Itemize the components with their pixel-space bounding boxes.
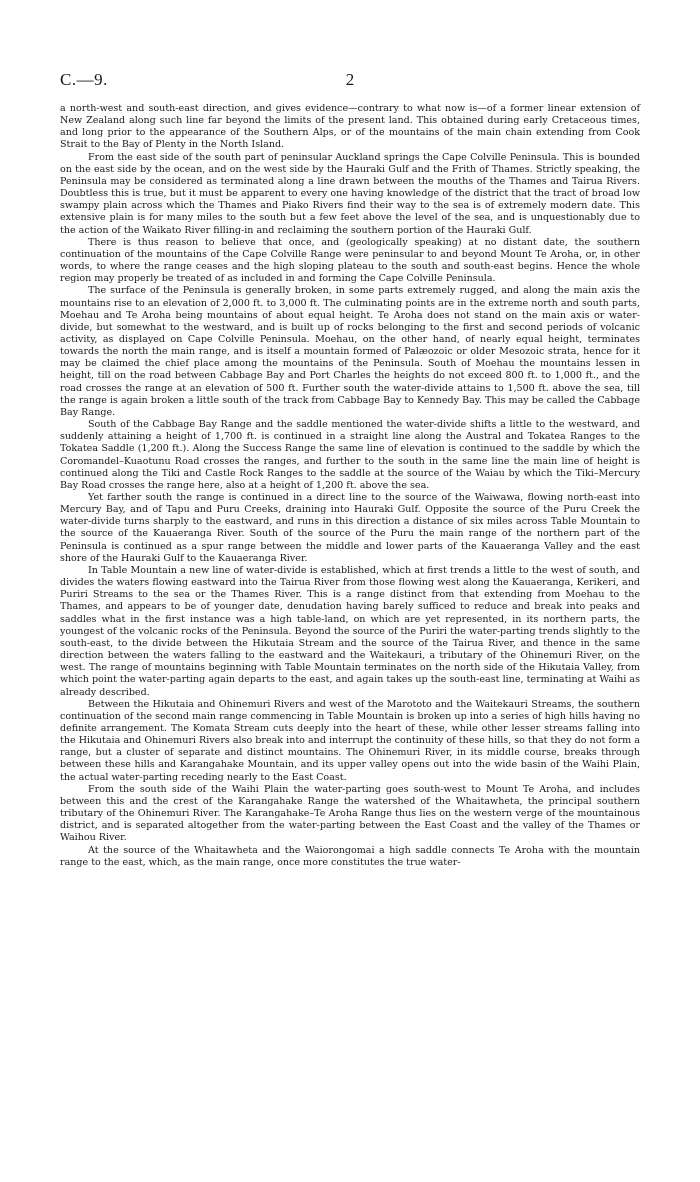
paragraph: Between the Hikutaia and Ohinemuri Rivers and west of the Marototo and the Waitekauri Streams, the southern continuation of the second main range commencing in Table Mountain is broken up into a series of high hills having no definite arrangement. The Komata Stream cuts deeply into the heart of these, while other lesser streams falling into the Hikutaia and Ohinemuri Rivers also break into and interrupt the continuity of these hills, so that they do not form a range, but a cluster of separate and distinct mountains. The Ohinemuri River, in its middle course, breaks through between these hills and Karangahake Mountain, and its upper valley opens out into the wide basin of the Waihi Plain, the actual water-parting receding nearly to the East Coast. <box>60 698 640 783</box>
page-number: 2 <box>345 70 355 89</box>
paragraph: In Table Mountain a new line of water-divide is established, which at first trends a little to the west of south, and divides the waters flowing eastward into the Tairua River from those flowing west along the Kauaeranga, Kerikeri, and Puriri Streams to the sea or the Thames River. This is a range distinct from that extending from Moehau to the Thames, and appears to be of younger date, denudation having barely sufficed to reduce and break into peaks and saddles what in the first instance was a high table-land, on which are yet represented, in its northern parts, the youngest of the volcanic rocks of the Peninsula. Beyond the source of the Puriri the water-parting trends slightly to the south-east, to the divide between the Hikutaia Stream and the source of the Tairua River, and thence in the same direction between the waters falling to the eastward and the Waitekauri, a tributary of the Ohinemuri River, on the west. The range of mountains beginning with Table Mountain terminates on the north side of the Hikutaia Valley, from which point the water-parting again departs to the east, and again takes up the south-east line, terminating at Waihi as already described. <box>60 564 640 698</box>
paragraph: At the source of the Whaitawheta and the Waiorongomai a high saddle connects Te Aroha with the mountain range to the east, which, as the main range, once more constitutes the true water- <box>60 844 640 868</box>
paragraph: There is thus reason to believe that once, and (geologically speaking) at no distant date, the southern continuation of the mountains of the Cape Colville Range were peninsular to and beyond Mount Te Aroha, or, in other words, to where the range ceases and the high sloping plateau to the south and south-east begins. Hence the whole region may properly be treated of as included in and forming the Cape Colville Peninsula. <box>60 236 640 285</box>
document-reference: C.—9. <box>60 70 108 89</box>
paragraph: The surface of the Peninsula is generally broken, in some parts extremely rugged, and along the main axis the mountains rise to an elevation of 2,000 ft. to 3,000 ft. The culminating points are in the extreme north and south parts, Moehau and Te Aroha being mountains of about equal height. Te Aroha does not stand on the main axis or water-divide, but somewhat to the westward, and is built up of rocks belonging to the first and second periods of volcanic activity, as displayed on Cape Colville Peninsula. Moehau, on the other hand, of nearly equal height, terminates towards the north the main range, and is itself a mountain formed of Palæozoic or older Mesozoic strata, hence for it may be claimed the chief place among the mountains of the Peninsula. South of Moehau the mountains lessen in height, till on the road between Cabbage Bay and Port Charles the heights do not exceed 800 ft. to 1,000 ft., and the road crosses the range at an elevation of 500 ft. Further south the water-divide attains to 1,500 ft. above the sea, till the range is again broken a little south of the track from Cabbage Bay to Kennedy Bay. This may be called the Cabbage Bay Range. <box>60 285 640 418</box>
paragraph: From the east side of the south part of peninsular Auckland springs the Cape Colville Peninsula. This is bounded on the east side by the ocean, and on the west side by the Hauraki Gulf and the Frith of Thames. Strictly speaking, the Peninsula may be considered as terminated along a line drawn between the mouths of the Thames and Tairua Rivers. Doubtless this is true, but it must be apparent to every one having knowledge of the district that the tract of broad low swampy plain across which the Thames and Piako Rivers find their way to the sea is of extremely modern date. This extensive plain is for many miles to the south but a few feet above the level of the sea, and is unquestionably due to the action of the Waikato River filling-in and reclaiming the southern portion of the Hauraki Gulf. <box>60 151 640 236</box>
paragraph: South of the Cabbage Bay Range and the saddle mentioned the water-divide shifts a little to the westward, and suddenly attaining a height of 1,700 ft. is continued in a straight line along the Austral and Tokatea Ranges to the Tokatea Saddle (1,200 ft.). Along the Success Range the same line of elevation is continued to the saddle by which the Coromandel–Kuaotunu Road crosses the ranges, and further to the south in the same line the main line of height is continued along the Tiki and Castle Rock Ranges to the saddle at the source of the Waiau by which the Tiki–Mercury Bay Road crosses the range here, also at a height of 1,200 ft. above the sea. <box>60 419 640 491</box>
body-text <box>60 103 640 869</box>
page-header <box>60 70 640 92</box>
paragraph: Yet farther south the range is continued in a direct line to the source of the Waiwawa, flowing north-east into Mercury Bay, and of Tapu and Puru Creeks, draining into Hauraki Gulf. Opposite the source of the Puru Creek the water-divide turns sharply to the eastward, and runs in this direction a distance of six miles across Table Mountain to the source of the Kauaeranga River. South of the source of the Puru the main range of the northern part of the Peninsula is continued as a spur range between the middle and lower parts of the Kauaeranga Valley and the east shore of the Hauraki Gulf to the Kauaeranga River. <box>60 492 640 564</box>
paragraph: a north-west and south-east direction, and gives evidence—contrary to what now is—of a former linear extension of New Zealand along such line far beyond the limits of the present land. This obtained during early Cretaceous times, and long prior to the appearance of the Southern Alps, or of the mountains of the main chain extending from Cook Strait to the Bay of Plenty in the North Island. <box>60 103 640 151</box>
paragraph: From the south side of the Waihi Plain the water-parting goes south-west to Mount Te Aroha, and includes between this and the crest of the Karangahake Range the watershed of the Whaitawheta, the principal southern tributary of the Ohinemuri River. The Karangahake–Te Aroha Range thus lies on the western verge of the mountainous district, and is separated altogether from the water-parting between the East Coast and the valley of the Thames or Waihou River. <box>60 783 640 844</box>
